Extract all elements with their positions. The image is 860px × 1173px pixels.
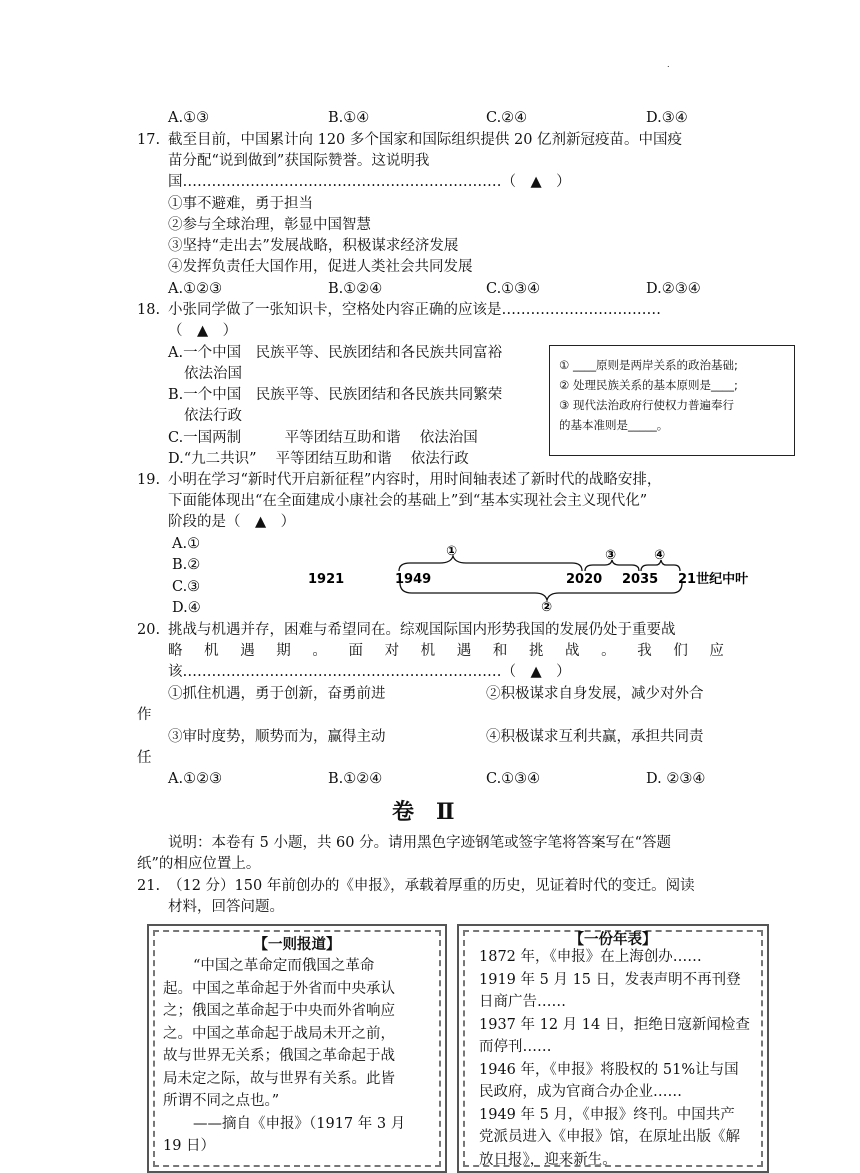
- chronology-line: 党派员进入《申报》馆，在原址出版《解: [479, 1129, 740, 1145]
- report-line: 局未定之际，故与世界有关系。此皆: [163, 1070, 395, 1087]
- q20-line2-char: 战: [565, 643, 580, 659]
- q17-item-2: ②参与全球治理，彰显中国智慧: [168, 217, 371, 233]
- q20-line2-char: 机: [420, 643, 436, 659]
- chronology-line: 民政府，成为官商合办企业……: [479, 1084, 682, 1100]
- tick-1949: 1949: [395, 572, 432, 587]
- timeline-diagram: [300, 538, 749, 616]
- svg-text:①: ①: [446, 544, 458, 559]
- q18-option-c: C.一国两制 平等团结互助和谐 依法治国: [168, 430, 478, 446]
- q20-number: 20.: [137, 622, 161, 638]
- q19-stem-line3: 阶段的是（ ▲ ）: [168, 514, 296, 530]
- svg-text:③: ③: [605, 548, 617, 563]
- q20-line2-char: 我: [637, 643, 652, 659]
- q18-stem-line1: 小张同学做了一张知识卡，空格处内容正确的应该是……………………………: [168, 302, 661, 318]
- section-note-line1: 说明：本卷有 5 小题，共 60 分。请用黑色字迹钢笔或签字笔将答案写在“答题: [168, 835, 672, 851]
- chronology-line: 1949 年 5 月，《申报》终刊。中国共产: [479, 1106, 735, 1123]
- knowledge-card-line1: ① ____原则是两岸关系的政治基础;: [559, 358, 738, 372]
- report-line: “中国之革命定而俄国之革命: [193, 958, 375, 974]
- q17-option-a: A.①②③: [168, 281, 223, 297]
- report-line: 19 日）: [163, 1138, 216, 1154]
- mark-4: [654, 548, 665, 563]
- knowledge-card-line2: ② 处理民族关系的基本原则是____;: [559, 378, 738, 392]
- q20-item-2: ②积极谋求自身发展，减少对外合: [486, 686, 704, 702]
- q20-option-d: D. ②③④: [646, 771, 706, 787]
- page-mark: .: [667, 60, 670, 69]
- q16-option-a: A.①③: [168, 110, 210, 126]
- svg-text:④: ④: [654, 548, 666, 563]
- q19-option-c: C.③: [172, 579, 201, 595]
- q18-option-a-cont: 依法治国: [184, 366, 242, 382]
- q16-option-d: D.③④: [646, 110, 688, 126]
- q20-line2-char: 们: [673, 643, 688, 659]
- material-chronology-frame: [457, 924, 769, 1173]
- chronology-line: 而停刊……: [479, 1039, 552, 1055]
- q21-stem-line1: （12 分）150 年前创办的《申报》，承载着厚重的历史，见证着时代的变迁。阅读: [168, 878, 695, 894]
- q17-stem-line2: 苗分配“说到做到”获国际赞誉。这说明我: [168, 153, 430, 169]
- brace-1: [399, 556, 582, 571]
- q19-stem-line1: 小明在学习“新时代开启新征程”内容时，用时间轴表述了新时代的战略安排，: [168, 472, 662, 488]
- q20-stem-line3: 该…………………………………………………………（ ▲ ）: [168, 664, 571, 680]
- q18-option-a: A.一个中国 民族平等、民族团结和各民族共同富裕: [168, 345, 503, 361]
- q20-option-a: A.①②③: [168, 771, 223, 787]
- chronology-line: 1872 年，《申报》在上海创办……: [479, 949, 702, 965]
- q20-line2-char: 。: [312, 643, 327, 659]
- q20-line2-char: 对: [384, 643, 400, 659]
- q17-option-b: B.①②④: [328, 281, 383, 297]
- q20-option-c: C.①③④: [486, 771, 541, 787]
- q18-option-b: B.一个中国 民族平等、民族团结和各民族共同繁荣: [168, 387, 503, 403]
- q17-item-4: ④发挥负责任大国作用，促进人类社会共同发展: [168, 259, 473, 275]
- material-report-title: 【一则报道】: [253, 936, 341, 953]
- report-line: 起。中国之革命起于外省而中央承认: [163, 980, 395, 997]
- section-title: 卷 Ⅱ: [392, 799, 455, 825]
- q21-number: 21.: [137, 878, 161, 894]
- knowledge-card: [549, 345, 795, 456]
- q20-item-4-cont: 任: [137, 750, 152, 766]
- q20-stem-line2: [168, 641, 724, 662]
- report-line: 之。中国之革命起于战局未开之前，: [163, 1025, 395, 1042]
- q20-line2-char: 。: [601, 643, 616, 659]
- chronology-line: 1937 年 12 月 14 日，拒绝日寇新闻检查: [479, 1016, 750, 1033]
- q20-line2-char: 挑: [528, 643, 544, 659]
- q20-item-4: ④积极谋求互利共赢，承担共同责: [486, 729, 704, 745]
- tick-1921: 1921: [308, 572, 345, 587]
- q16-option-c: C.②④: [486, 110, 528, 126]
- svg-text:②: ②: [541, 600, 553, 615]
- report-line: 之；俄国之革命起于中央而外省响应: [163, 1003, 395, 1019]
- chronology-line: 放日报》，迎来新生。: [479, 1151, 617, 1168]
- q20-line2-char: 面: [348, 643, 363, 659]
- q17-stem-line1: 截至目前，中国累计向 120 多个国家和国际组织提供 20 亿剂新冠疫苗。中国疫: [168, 132, 683, 148]
- q18-option-b-cont: 依法行政: [184, 408, 242, 424]
- q17-option-c: C.①③④: [486, 281, 541, 297]
- q19-option-b: B.②: [172, 557, 201, 573]
- q20-item-3: ③审时度势，顺势而为，赢得主动: [168, 729, 386, 745]
- q19-stem-line2: 下面能体现出“在全面建成小康社会的基础上”到“基本实现社会主义现代化”: [168, 493, 648, 509]
- material-chronology-title: 【一份年表】: [569, 931, 657, 948]
- q21-stem-line2: 材料，回答问题。: [168, 899, 284, 915]
- mark-3: [605, 548, 616, 563]
- report-line: 所谓不同之点也。”: [163, 1093, 280, 1109]
- tick-2035: 2035: [622, 572, 659, 587]
- knowledge-card-line4: 的基本准则是_____。: [559, 418, 669, 432]
- q19-option-a: A.①: [172, 536, 201, 552]
- q20-line2-char: 机: [204, 643, 219, 659]
- q20-line2-char: 遇: [240, 643, 255, 659]
- mark-1: [446, 544, 457, 559]
- q20-line2-char: 遇: [456, 643, 472, 659]
- q20-item-1: ①抓住机遇，勇于创新，奋勇前进: [168, 686, 386, 702]
- q17-option-d: D.②③④: [646, 281, 701, 297]
- q20-option-b: B.①②④: [328, 771, 383, 787]
- q20-line2-char: 和: [492, 643, 508, 659]
- q17-stem-line3: 国…………………………………………………………（ ▲ ）: [168, 174, 571, 190]
- chronology-line: 日商广告……: [479, 994, 566, 1010]
- section-note-line2: 纸”的相应位置上。: [137, 856, 261, 872]
- material-report-body: [163, 955, 405, 1158]
- chronology-line: 1919 年 5 月 15 日，发表声明不再刊登: [479, 971, 741, 988]
- material-report-frame: [147, 924, 447, 1173]
- q17-item-1: ①事不避难，勇于担当: [168, 196, 313, 212]
- report-line: ——摘自《申报》（1917 年 3 月: [193, 1115, 406, 1132]
- q19-number: 19.: [137, 472, 161, 488]
- material-chronology-body: [479, 946, 750, 1171]
- q18-number: 18.: [137, 302, 161, 318]
- tick-mid-century: 21世纪中叶: [678, 572, 749, 587]
- mark-2: [541, 600, 552, 615]
- knowledge-card-line3: ③ 现代法治政府行使权力普遍奉行: [559, 398, 734, 412]
- tick-2020: 2020: [566, 572, 603, 587]
- chronology-line: 1946 年，《申报》将股权的 51%让与国: [479, 1061, 739, 1078]
- q16-option-b: B.①④: [328, 110, 370, 126]
- q20-stem-line1: 挑战与机遇并存，困难与希望同在。综观国际国内形势我国的发展仍处于重要战: [168, 622, 676, 638]
- q20-item-2-cont: 作: [137, 707, 152, 723]
- q18-stem-line2: （ ▲ ）: [168, 323, 238, 339]
- q18-option-d: D.“九二共识” 平等团结互助和谐 依法行政: [168, 451, 469, 467]
- q20-line2-char: 略: [168, 643, 183, 659]
- q17-number: 17.: [137, 132, 161, 148]
- report-line: 故与世界无关系；俄国之革命起于战: [163, 1048, 395, 1064]
- q20-line2-char: 期: [276, 643, 291, 659]
- q17-item-3: ③坚持“走出去”发展战略，积极谋求经济发展: [168, 238, 459, 254]
- q20-line2-char: 应: [709, 643, 724, 659]
- q19-option-d: D.④: [172, 600, 201, 616]
